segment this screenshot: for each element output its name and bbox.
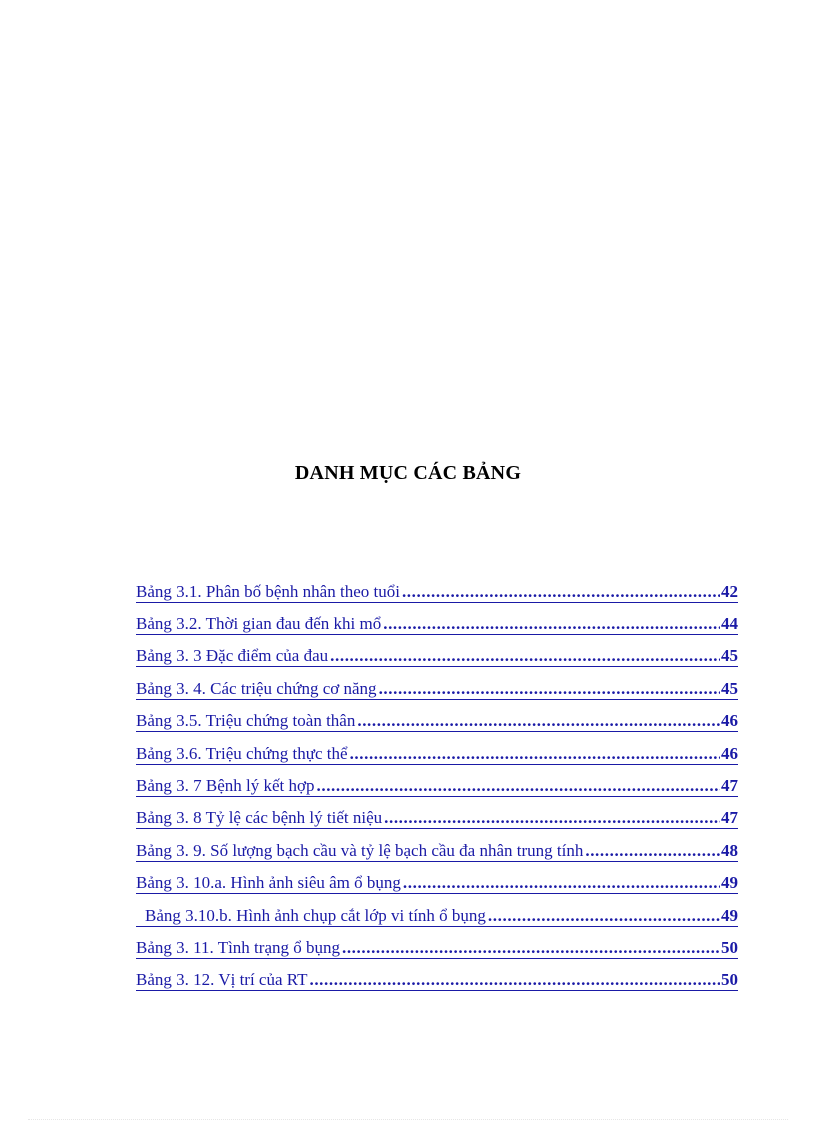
toc-entry-label: Bảng 3.2. Thời gian đau đến khi mổ bbox=[136, 614, 382, 634]
toc-dot-leader bbox=[384, 808, 720, 828]
toc-entry-label: Bảng 3. 12. Vị trí của RT bbox=[136, 970, 308, 990]
toc-page-number: 45 bbox=[721, 678, 738, 698]
toc-page-number: 49 bbox=[721, 873, 738, 893]
toc-entry bbox=[136, 673, 738, 705]
toc-link-bang-3-4[interactable] bbox=[136, 679, 738, 700]
toc-link-bang-3-7[interactable] bbox=[136, 776, 738, 797]
toc-link-bang-3-12[interactable] bbox=[136, 970, 738, 991]
toc-dot-leader bbox=[342, 938, 720, 958]
toc-entry bbox=[136, 835, 738, 867]
page-title: DANH MỤC CÁC BẢNG bbox=[294, 462, 522, 484]
toc-entry-label: Bảng 3.1. Phân bố bệnh nhân theo tuổi bbox=[136, 581, 400, 601]
toc-page-number: 47 bbox=[721, 808, 738, 828]
toc-link-bang-3-9[interactable] bbox=[136, 841, 738, 862]
toc-entry bbox=[136, 641, 738, 673]
toc-link-bang-3-6[interactable] bbox=[136, 744, 738, 765]
toc-link-bang-3-5[interactable] bbox=[136, 711, 738, 732]
toc-dot-leader bbox=[350, 744, 720, 764]
toc-entry bbox=[136, 868, 738, 900]
toc-link-bang-3-1[interactable] bbox=[136, 582, 738, 603]
toc-page-number: 44 bbox=[721, 614, 738, 634]
toc-dot-leader bbox=[309, 970, 720, 990]
toc-dot-leader bbox=[330, 646, 720, 666]
table-of-contents bbox=[136, 576, 738, 997]
toc-link-bang-3-11[interactable] bbox=[136, 938, 738, 959]
toc-entry-label: Bảng 3. 8 Tỷ lệ các bệnh lý tiết niệu bbox=[136, 808, 383, 828]
toc-page-number: 47 bbox=[721, 776, 738, 796]
toc-entry bbox=[136, 576, 738, 608]
toc-page-number: 42 bbox=[721, 581, 738, 601]
toc-entry bbox=[136, 738, 738, 770]
toc-entry bbox=[136, 965, 738, 997]
toc-dot-leader bbox=[488, 906, 720, 926]
toc-page-number: 49 bbox=[721, 905, 738, 925]
page-footer-divider bbox=[28, 1119, 788, 1120]
toc-entry bbox=[136, 770, 738, 802]
toc-page-number: 50 bbox=[721, 937, 738, 957]
toc-link-bang-3-8[interactable] bbox=[136, 808, 738, 829]
toc-entry-label: Bảng 3.10.b. Hình ảnh chụp cắt lớp vi tính ổ bụng bbox=[145, 905, 486, 925]
toc-entry-label: Bảng 3.6. Triệu chứng thực thể bbox=[136, 743, 348, 763]
toc-dot-leader bbox=[379, 679, 720, 699]
toc-dot-leader bbox=[383, 614, 720, 634]
toc-link-bang-3-3[interactable] bbox=[136, 646, 738, 667]
toc-dot-leader bbox=[585, 841, 720, 861]
toc-entry bbox=[136, 932, 738, 964]
toc-dot-leader bbox=[317, 776, 721, 796]
toc-entry-label: Bảng 3. 9. Số lượng bạch cầu và tỷ lệ bạch cầu đa nhân trung tính bbox=[136, 840, 584, 860]
toc-entry bbox=[136, 803, 738, 835]
toc-entry-label: Bảng 3. 3 Đặc điểm của đau bbox=[136, 646, 329, 666]
toc-entry bbox=[136, 608, 738, 640]
toc-page-number: 46 bbox=[721, 743, 738, 763]
toc-page-number: 48 bbox=[721, 840, 738, 860]
toc-entry-label: Bảng 3. 7 Bệnh lý kết hợp bbox=[136, 776, 315, 796]
toc-dot-leader bbox=[357, 711, 720, 731]
toc-entry bbox=[136, 900, 738, 932]
toc-link-bang-3-10b[interactable] bbox=[136, 906, 738, 927]
toc-page-number: 50 bbox=[721, 970, 738, 990]
toc-entry-label: Bảng 3. 10.a. Hình ảnh siêu âm ổ bụng bbox=[136, 873, 401, 893]
toc-link-bang-3-2[interactable] bbox=[136, 614, 738, 635]
toc-page-number: 46 bbox=[721, 711, 738, 731]
toc-dot-leader bbox=[402, 582, 720, 602]
toc-entry-label: Bảng 3. 11. Tình trạng ổ bụng bbox=[136, 937, 340, 957]
toc-entry-label: Bảng 3.5. Triệu chứng toàn thân bbox=[136, 711, 356, 731]
toc-entry-label: Bảng 3. 4. Các triệu chứng cơ năng bbox=[136, 678, 377, 698]
toc-entry bbox=[136, 706, 738, 738]
toc-page-number: 45 bbox=[721, 646, 738, 666]
toc-link-bang-3-10a[interactable] bbox=[136, 873, 738, 894]
toc-dot-leader bbox=[403, 873, 720, 893]
